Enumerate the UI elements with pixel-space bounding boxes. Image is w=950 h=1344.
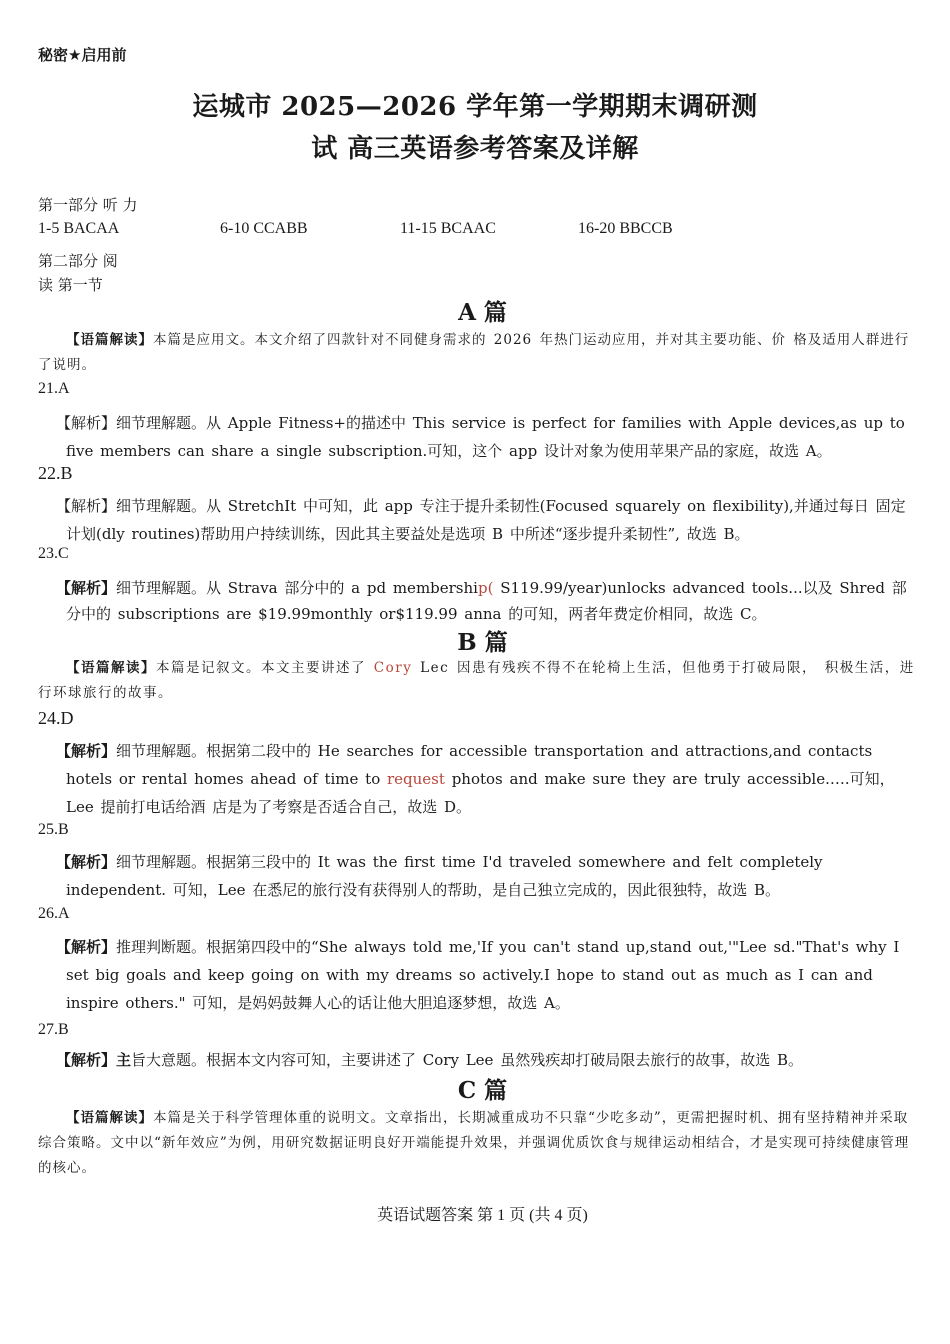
explanation-label: 【解析】 [56, 497, 117, 515]
explanation-text: 推理判断题。根据第四段中的“She always told me,'If you can't stand up,stand out,'"Lee sd."That's why I set big goals and keep going on with my dreams so actively.I hope to stand out as much as I can and inspire others." 可知，是妈妈鼓舞人心的话让他大胆追逐梦想，故选 A。 [66, 938, 900, 1012]
question-24-answer: 24.D [38, 708, 74, 728]
question-27-answer: 27.B [38, 1021, 69, 1038]
explanation-label: 【解析】 [56, 1051, 117, 1069]
intro-label: 【语篇解读】 [66, 660, 156, 676]
explanation-text-continued: photos and make sure they are truly accessible.….可知，Lee 提前打电话给酒 店是为了考察是否适合自己，故选 D。 [66, 770, 895, 816]
section-c-intro [38, 1106, 918, 1181]
page-title-line-2: 试 高三英语参考答案及详解 [311, 134, 639, 164]
explanation-text: 细节理解题。根据第二段中的 He searches for accessible transportation and attractions,and contacts hotels or rental homes ahead of time to [66, 742, 873, 788]
explanation-label: 【解析】 [56, 414, 117, 432]
question-25-answer: 25.B [38, 821, 69, 838]
question-21-answer: 21.A [38, 380, 70, 397]
part-2-heading-line-2: 读 第一节 [38, 276, 103, 294]
intro-text: 本篇是应用文。本文介绍了四款针对不同健身需求的 2026 年热门运动应用，并对其主要功能、价 格及适用人群进行了说明。 [38, 332, 910, 373]
explanation-label: 【解析】 [56, 579, 117, 597]
highlighted-word: request [387, 770, 445, 788]
answer-group-1-5: 1-5 BACAA [38, 220, 120, 237]
question-23-answer: 23.C [38, 545, 69, 562]
page-title-line-1: 运城市 2025—2026 学年第一学期期末调研测 [192, 92, 758, 122]
intro-text-continued: Lec 因患有残疾不得不在轮椅上生活，但他勇于打破局限， 积极生活，进行环球旅行的故事。 [38, 660, 915, 701]
explanation-label: 【解析】 [56, 742, 117, 760]
question-26-explanation [56, 933, 914, 1017]
question-26-answer: 26.A [38, 905, 70, 922]
answer-group-16-20: 16-20 BBCCB [578, 220, 673, 237]
question-21-explanation [56, 409, 914, 465]
explanation-text: 旨大意题。根据本文内容可知，主要讲述了 Cory Lee 虽然残疾却打破局限去旅行的故事，故选 B。 [131, 1051, 803, 1069]
question-27-explanation [56, 1046, 914, 1074]
explanation-text: 细节理解题。根据第三段中的 It was the first time I'd traveled somewhere and felt completely independent. 可知，Lee 在悉尼的旅行没有获得别人的帮助，是自己独立完成的，因此很独特，故选 B。 [66, 853, 823, 899]
answer-group-11-15: 11-15 BCAAC [400, 220, 496, 237]
part-1-heading: 第一部分 听 力 [38, 196, 138, 214]
section-a-intro [38, 328, 918, 378]
question-23-explanation [56, 575, 914, 627]
explanation-text: 细节理解题。从 StretchIt 中可知，此 app 专注于提升柔韧性(Focused squarely on flexibility),并通过每日 固定计划(dly routines)帮助用户持续训练，因此其主要益处是选项 B 中所述“逐步提升柔韧性”, 故选 B。 [66, 497, 906, 543]
explanation-text: 细节理解题。从 Apple Fitness+的描述中 This service is perfect for families with Apple devices,as up to five members can share a single subscription.可知，这个 app 设计对象为使用苹果产品的家庭，故选 A。 [66, 414, 905, 460]
intro-label: 【语篇解读】 [66, 1110, 153, 1126]
question-25-explanation [56, 848, 914, 904]
question-22-answer: 22.B [38, 463, 73, 483]
intro-text: 本篇是记叙文。本文主要讲述了 [156, 660, 374, 676]
explanation-label: 【解析】 [56, 853, 117, 871]
page-footer: 英语试题答案 第 1 页 (共 4 页) [377, 1207, 588, 1224]
intro-text: 本篇是关于科学管理体重的说明文。文章指出，长期减重成功不只靠“少吃多动”，更需把握时机、拥有坚持精神并采取综合策略。文中以“新年效应”为例，用研究数据证明良好开端能提升效果，并强调优质饮食与规律运动相结合，才是实现可持续健康管理的核心。 [38, 1110, 910, 1176]
explanation-label: 【解析】 [56, 938, 117, 956]
highlighted-text: p( [477, 579, 494, 597]
question-22-explanation [56, 492, 914, 548]
part-2-heading-line-1: 第二部分 阅 [38, 252, 118, 270]
intro-label: 【语篇解读】 [66, 332, 153, 348]
explanation-bold: 主 [116, 1051, 132, 1069]
explanation-text-continued: S119.99/year)unlocks advanced tools...以及 Shred 部分中的 subscriptions are $19.99monthly or$119.99 anna 的可知，两者年费定价相同，故选 C。 [66, 579, 907, 623]
section-b-intro [38, 656, 918, 706]
explanation-text: 细节理解题。从 Strava 部分中的 a pd membershi [116, 579, 478, 597]
section-c-title: C 篇 [457, 1077, 508, 1104]
question-24-explanation [56, 737, 914, 821]
confidential-label: 秘密★启用前 [38, 46, 127, 64]
section-a-title: A 篇 [458, 299, 507, 326]
answer-group-6-10: 6-10 CCABB [220, 220, 308, 237]
highlighted-name: Cory [373, 660, 413, 676]
section-b-title: B 篇 [457, 629, 508, 656]
